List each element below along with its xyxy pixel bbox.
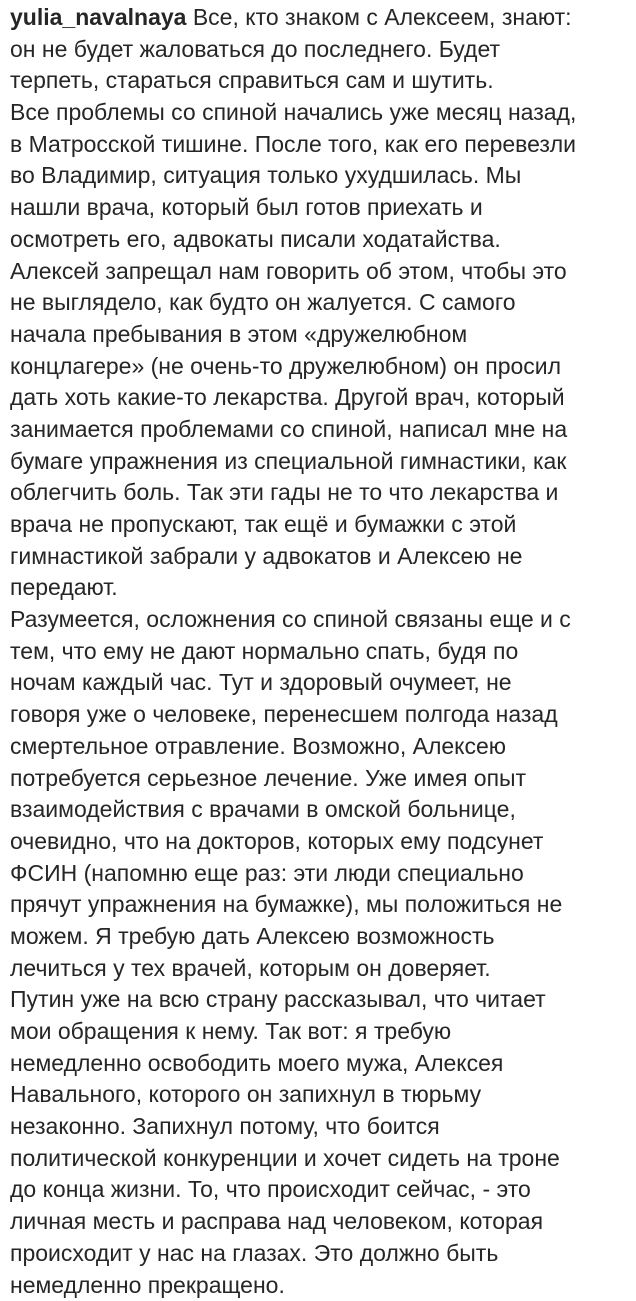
caption-line: до конца жизни. То, что происходит сейчас, - это [10, 1174, 628, 1206]
caption-line: бумаге упражнения из специальной гимнастики, как [10, 446, 628, 478]
caption-line: занимается проблемами со спиной, написал мне на [10, 414, 628, 446]
caption-line: ночам каждый час. Тут и здоровый очумеет, не [10, 667, 628, 699]
caption-line: очевидно, что на докторов, которых ему подсунет [10, 826, 628, 858]
caption-line: говоря уже о человеке, перенесшем полгода назад [10, 699, 628, 731]
caption-line: передают. [10, 572, 628, 604]
caption-line: тем, что ему не дают нормально спать, будя по [10, 636, 628, 668]
caption-line: дать хоть какие-то лекарства. Другой врач, который [10, 382, 628, 414]
caption-line: терпеть, стараться справиться сам и шутить. [10, 65, 628, 97]
caption-line: лечиться у тех врачей, которым он доверяет. [10, 953, 628, 985]
caption-line: он не будет жаловаться до последнего. Будет [10, 34, 628, 66]
caption-line: начала пребывания в этом «дружелюбном [10, 319, 628, 351]
caption-line: не выглядело, как будто он жалуется. С самого [10, 287, 628, 319]
caption-line: во Владимир, ситуация только ухудшилась. Мы [10, 160, 628, 192]
caption-line: Все проблемы со спиной начались уже месяц назад, [10, 97, 628, 129]
caption-line: облегчить боль. Так эти гады не то что лекарства и [10, 477, 628, 509]
caption-line: гимнастикой забрали у адвокатов и Алексею не [10, 541, 628, 573]
caption-line: в Матросской тишине. После того, как его перевезли [10, 129, 628, 161]
caption-line: осмотреть его, адвокаты писали ходатайства. [10, 224, 628, 256]
caption-line: ФСИН (напомню еще раз: эти люди специально [10, 858, 628, 890]
caption-line: немедленно освободить моего мужа, Алексея [10, 1048, 628, 1080]
caption-line: немедленно прекращено. [10, 1270, 628, 1301]
post-caption [10, 2, 628, 1301]
caption-line: личная месть и расправа над человеком, которая [10, 1206, 628, 1238]
caption-line: концлагере» (не очень-то дружелюбном) он просил [10, 351, 628, 383]
caption-line: Алексей запрещал нам говорить об этом, чтобы это [10, 256, 628, 288]
caption-line: нашли врача, который был готов приехать и [10, 192, 628, 224]
caption-line: врача не пропускают, так ещё и бумажки с этой [10, 509, 628, 541]
caption-line: Путин уже на всю страну рассказывал, что читает [10, 984, 628, 1016]
caption-line: происходит у нас на глазах. Это должно быть [10, 1238, 628, 1270]
caption-line: можем. Я требую дать Алексею возможность [10, 921, 628, 953]
caption-line-0 [10, 2, 628, 34]
caption-line: незаконно. Запихнул потому, что боится [10, 1111, 628, 1143]
caption-line: прячут упражнения на бумажке), мы положиться не [10, 889, 628, 921]
caption-line: политической конкуренции и хочет сидеть на троне [10, 1143, 628, 1175]
caption-line: Навального, которого он запихнул в тюрьму [10, 1079, 628, 1111]
caption-line: взаимодействия с врачами в омской больнице, [10, 794, 628, 826]
caption-line: Разумеется, осложнения со спиной связаны еще и с [10, 604, 628, 636]
caption-text: Все, кто знаком с Алексеем, знают: [186, 4, 571, 30]
username-link[interactable]: yulia_navalnaya [10, 4, 186, 30]
caption-line: мои обращения к нему. Так вот: я требую [10, 1016, 628, 1048]
caption-line: смертельное отравление. Возможно, Алексею [10, 731, 628, 763]
caption-line: потребуется серьезное лечение. Уже имея опыт [10, 763, 628, 795]
